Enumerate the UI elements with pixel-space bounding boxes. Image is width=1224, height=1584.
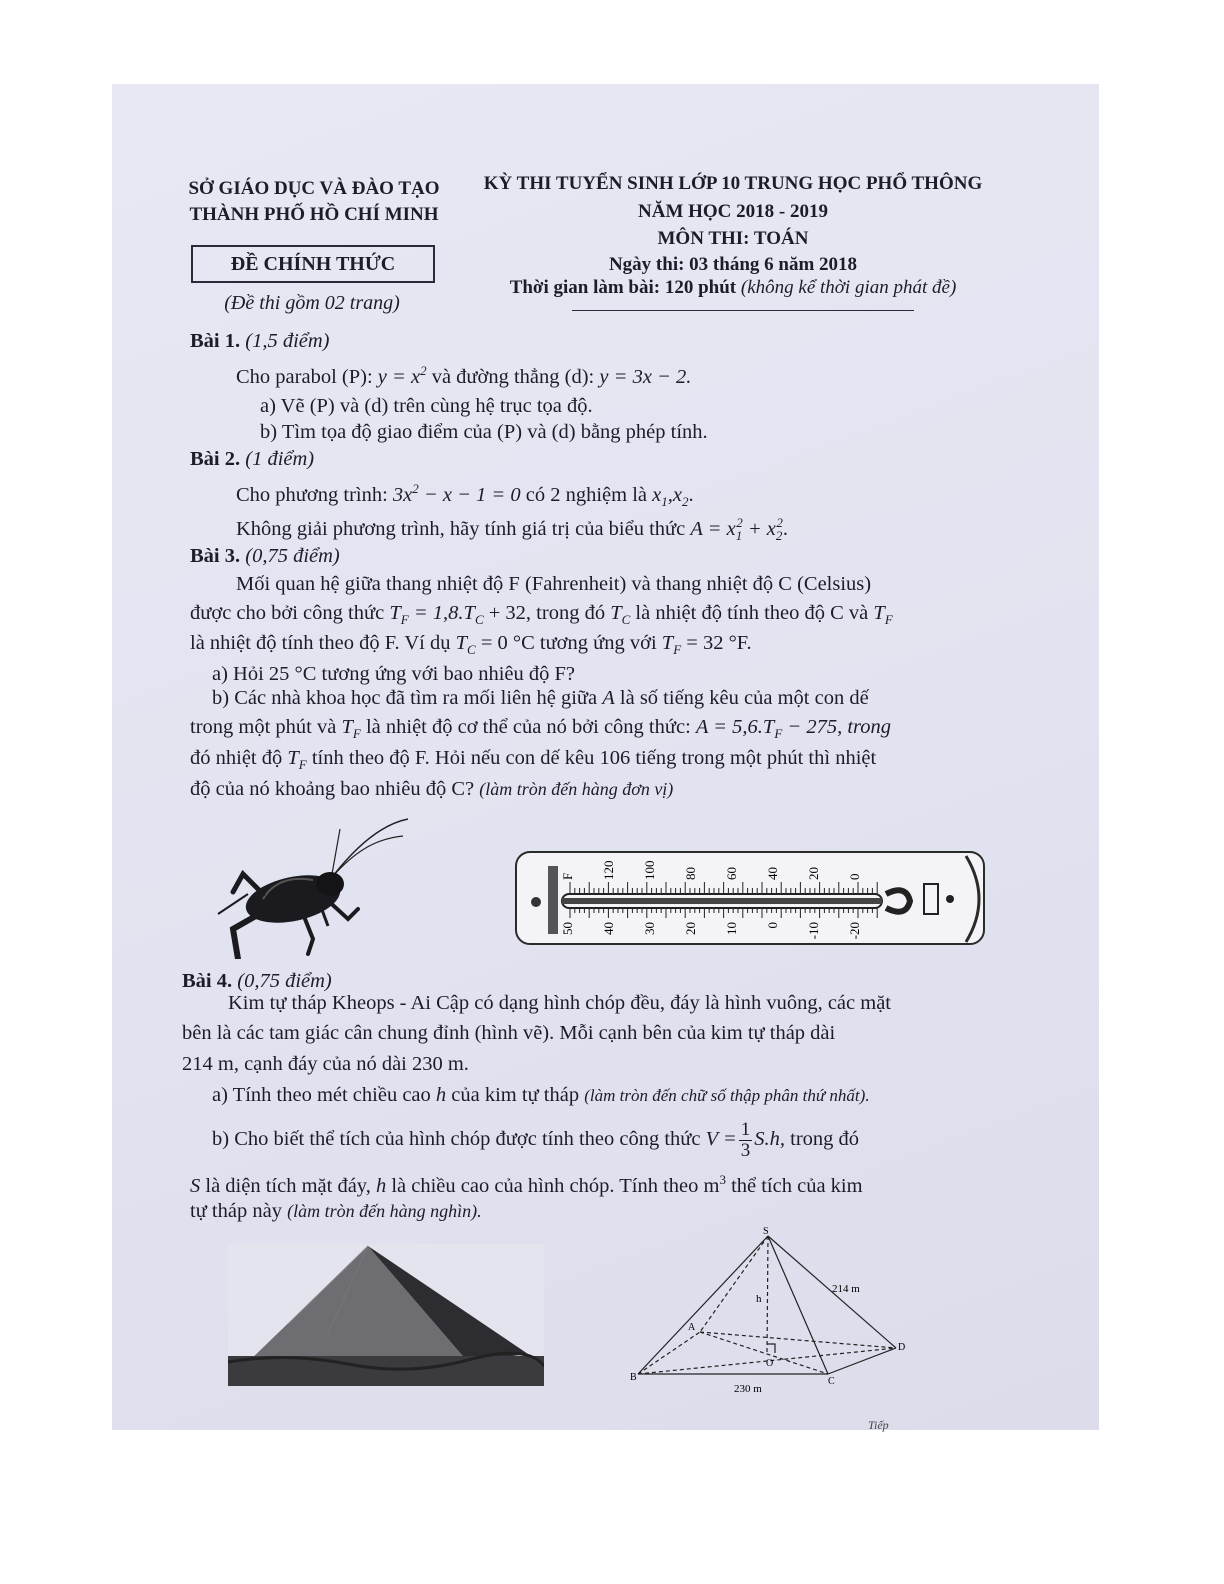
label-h: h bbox=[756, 1293, 762, 1305]
pyramid-diagram bbox=[628, 1224, 908, 1409]
base-edge-ad bbox=[700, 1332, 896, 1348]
bai3-heading bbox=[190, 545, 340, 568]
bai1-part-a: a) Vẽ (P) và (d) trên cùng hệ trục tọa độ. bbox=[260, 395, 593, 417]
bai4-part-a: a) Tính theo mét chiều cao h của kim tự tháp (làm tròn đến chữ số thập phân thứ nhất). bbox=[212, 1084, 870, 1106]
bai2-line1 bbox=[236, 481, 694, 510]
bai3-title: Bài 3. bbox=[190, 545, 241, 567]
label-b: B bbox=[630, 1372, 637, 1383]
thermometer-label-top: 0 bbox=[847, 873, 862, 880]
right-angle-mark bbox=[767, 1344, 775, 1353]
bai3-p1-line3: là nhiệt độ tính theo độ F. Ví dụ $T_C = 0$ °C tương ứng với $T_F = 32$ °F. bbox=[190, 632, 752, 658]
bai2-l1-a: Cho phương trình: bbox=[236, 483, 388, 506]
bai1-eq-p: $y = x^2$ bbox=[377, 363, 427, 388]
bai4-line2: bên là các tam giác cân chung đỉnh (hình vẽ). Mỗi cạnh bên của kim tự tháp dài bbox=[182, 1022, 836, 1044]
bai4-line3: 214 m, cạnh đáy của nó dài 230 m. bbox=[182, 1053, 469, 1075]
bai2-heading bbox=[190, 448, 314, 471]
bai2-l1-b: có 2 nghiệm là bbox=[525, 483, 648, 506]
diagonal-ac bbox=[700, 1332, 828, 1374]
bai3-pb-line2: trong một phút và $T_F$ là nhiệt độ cơ thể của nó bởi công thức: $A = 5,6.T_F - 275$, trong bbox=[190, 716, 892, 742]
dept-name-line2: THÀNH PHỐ HỒ CHÍ MINH bbox=[189, 204, 439, 225]
bai2-l1-period: . bbox=[688, 483, 694, 506]
pyramid-photo bbox=[228, 1244, 544, 1386]
label-edge-length: 214 m bbox=[832, 1283, 860, 1295]
bai4-title: Bài 4. bbox=[182, 970, 233, 992]
label-c: C bbox=[828, 1376, 835, 1387]
pages-note: (Đề thi gồm 02 trang) bbox=[224, 292, 400, 314]
edge-s-a bbox=[700, 1236, 768, 1332]
bai2-title: Bài 2. bbox=[190, 448, 241, 470]
bai4-part-b: b) Cho biết thể tích của hình chóp được tính theo công thức V = $\frac{1}{3}$ S.h, trong đó bbox=[212, 1119, 860, 1161]
bai3-p1-line1: Mối quan hệ giữa thang nhiệt độ F (Fahrenheit) và thang nhiệt độ C (Celsius) bbox=[236, 573, 872, 595]
thermometer-label-top: 80 bbox=[683, 867, 698, 880]
exam-time bbox=[448, 277, 1018, 299]
bai2-equation: $3x^2 - x - 1 = 0$ bbox=[392, 481, 521, 506]
bai4-heading bbox=[182, 970, 332, 993]
subject: MÔN THI: TOÁN bbox=[657, 228, 809, 249]
one-third-fraction: $\frac{1}{3}$ bbox=[740, 1119, 751, 1161]
label-base-length: 230 m bbox=[734, 1383, 762, 1395]
thermometer-image bbox=[514, 844, 992, 954]
thermometer-label-bottom: 0 bbox=[765, 922, 780, 929]
thermometer-label-bottom: 10 bbox=[724, 922, 739, 935]
dept-name-line1: SỞ GIÁO DỤC VÀ ĐÀO TẠO bbox=[188, 178, 440, 199]
thermometer-bulb-dot bbox=[531, 897, 541, 907]
thermometer-label-bottom: 40 bbox=[601, 922, 616, 935]
thermometer-label-bottom: 20 bbox=[683, 922, 698, 935]
bai1-title: Bài 1. bbox=[190, 330, 241, 352]
exam-date: Ngày thi: 03 tháng 6 năm 2018 bbox=[608, 254, 858, 275]
bai1-eq-d: y = 3x − 2. bbox=[599, 365, 692, 388]
thermometer-label-top: 120 bbox=[601, 860, 616, 880]
thermometer-label-top: 60 bbox=[724, 867, 739, 880]
bai1-intro-a: Cho parabol (P): bbox=[236, 365, 373, 388]
thermometer-label-bottom: -20 bbox=[847, 922, 862, 940]
bai3-part-a: a) Hỏi 25 °C tương ứng với bao nhiêu độ F? bbox=[212, 663, 575, 685]
label-apex: S bbox=[763, 1226, 769, 1237]
bai2-l2-a: Không giải phương trình, hãy tính giá trị của biểu thức bbox=[236, 517, 686, 540]
thermometer-label-top: 100 bbox=[642, 860, 657, 880]
bai2-points: (1 điểm) bbox=[245, 448, 315, 470]
bai4-points: (0,75 điểm) bbox=[237, 970, 332, 992]
bai4-line6: S là diện tích mặt đáy, h là chiều cao của hình chóp. Tính theo $m^3$ thể tích của kim bbox=[190, 1172, 863, 1197]
label-d: D bbox=[898, 1342, 906, 1353]
bai4-line1: Kim tự tháp Kheops - Ai Cập có dạng hình chóp đều, đáy là hình vuông, các mặt bbox=[228, 992, 891, 1014]
bai1-part-b: b) Tìm tọa độ giao điểm của (P) và (d) bằng phép tính. bbox=[260, 421, 708, 443]
thermometer-label-bottom: -10 bbox=[806, 922, 821, 940]
label-o: O bbox=[766, 1358, 774, 1369]
bai3-formula-f: $T_F = 1,8.T_C$ bbox=[389, 602, 484, 628]
edge-s-c bbox=[768, 1236, 828, 1374]
bai2-l2-period: . bbox=[782, 517, 789, 540]
exam-title: KỲ THI TUYỂN SINH LỚP 10 TRUNG HỌC PHỔ THÔNG bbox=[483, 173, 983, 194]
bai2-expression: $A = x_1^2 + x_2^2$ bbox=[690, 515, 783, 543]
exam-sheet bbox=[112, 84, 1099, 1430]
exam-time-note: (không kể thời gian phát đề) bbox=[740, 277, 957, 298]
height-so bbox=[767, 1236, 768, 1353]
cricket-image bbox=[208, 814, 418, 959]
bai2-line2 bbox=[236, 515, 788, 544]
header-divider bbox=[572, 310, 914, 311]
bai3-pb-line3: đó nhiệt độ $T_F$ tính theo độ F. Hỏi nếu con dế kêu 106 tiếng trong một phút thì nhiệt bbox=[190, 747, 877, 773]
bai1-points: (1,5 điểm) bbox=[245, 330, 330, 352]
exam-time-duration: Thời gian làm bài: 120 phút bbox=[509, 277, 737, 298]
thermometer-label-bottom: 30 bbox=[642, 922, 657, 935]
bai2-roots: $x_1,x_2$ bbox=[652, 483, 689, 509]
bai1-intro-b: và đường thẳng (d): bbox=[431, 365, 595, 388]
bai3-points: (0,75 điểm) bbox=[245, 545, 340, 567]
official-exam-box: ĐỀ CHÍNH THỨC bbox=[191, 245, 435, 283]
bai3-p1-line2: được cho bởi công thức $T_F = 1,8.T_C + 32$, trong đó $T_C$ là nhiệt độ tính theo độ C và $T_F$ bbox=[190, 602, 893, 628]
thermometer-label-bottom: 50 bbox=[560, 922, 575, 935]
bai1-intro bbox=[236, 363, 691, 389]
label-a: A bbox=[688, 1322, 696, 1333]
bai3-pb-line1: b) Các nhà khoa học đã tìm ra mối liên hệ giữa A là số tiếng kêu của một con dế bbox=[212, 687, 869, 709]
thermometer-label-top: 20 bbox=[806, 867, 821, 880]
edge-s-b bbox=[638, 1236, 768, 1374]
bai3-pb-line4: độ của nó khoảng bao nhiêu độ C? (làm tròn đến hàng đơn vị) bbox=[190, 778, 674, 800]
thermometer-label-top: F bbox=[560, 872, 575, 880]
thermometer-label-top: 40 bbox=[765, 867, 780, 880]
bai1-heading bbox=[190, 330, 330, 353]
bai3-cricket-formula: $A = 5,6.T_F - 275$, trong bbox=[695, 716, 892, 742]
bai4-line7: tự tháp này (làm tròn đến hàng nghìn). bbox=[190, 1200, 482, 1222]
school-year: NĂM HỌC 2018 - 2019 bbox=[638, 201, 828, 222]
next-page-fragment: Tiếp bbox=[868, 1418, 889, 1432]
base-edge-ba bbox=[638, 1332, 700, 1374]
